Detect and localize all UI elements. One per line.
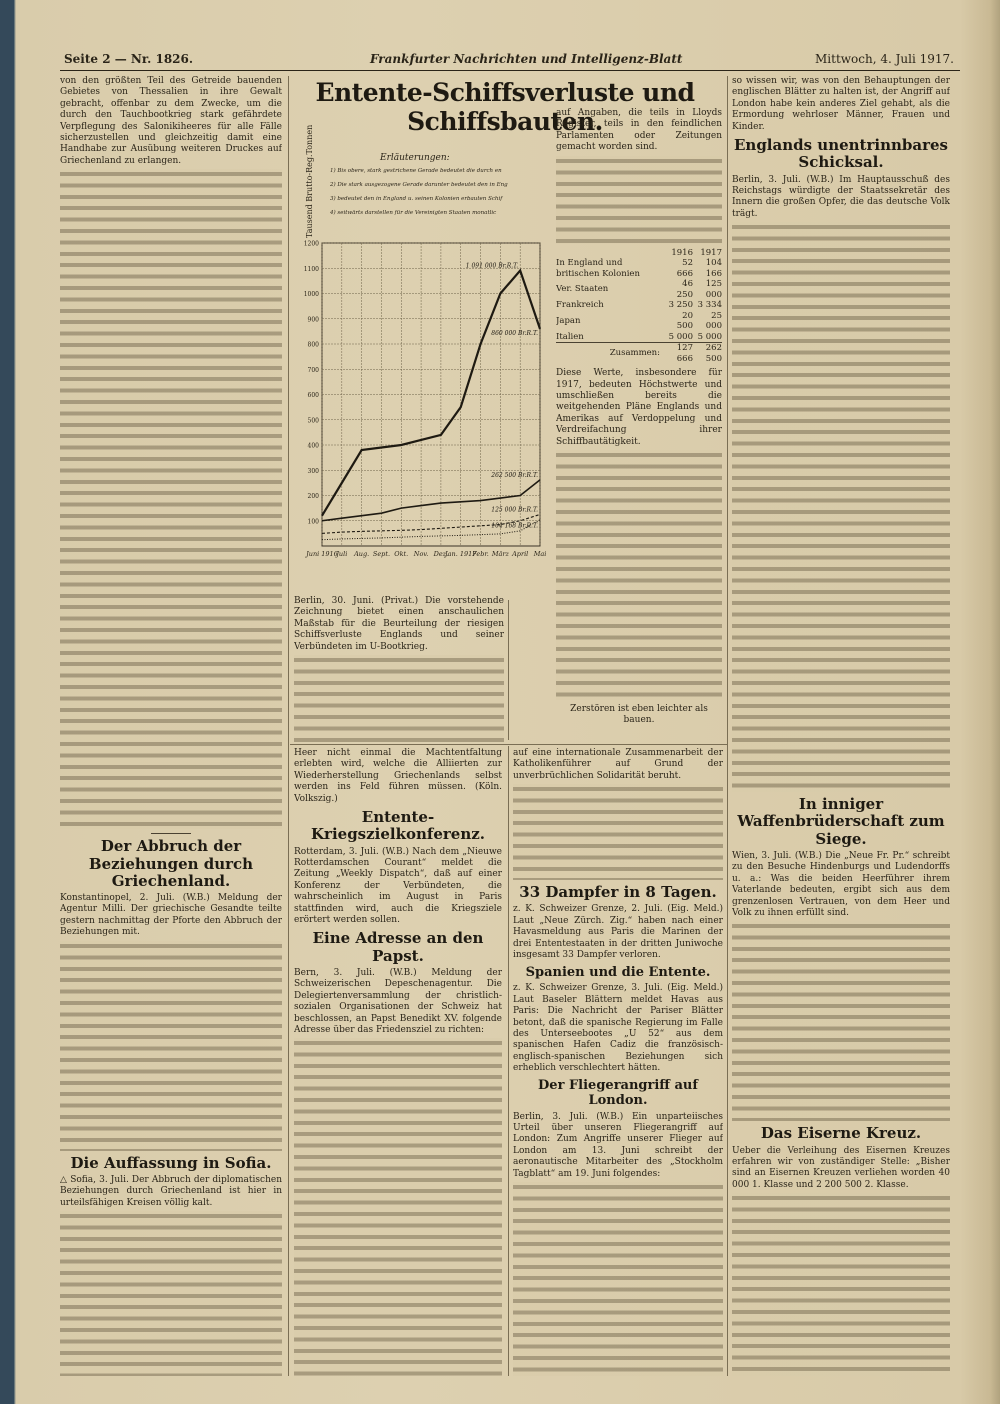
page-binding-edge [0,0,14,1404]
chart-title: Erläuterungen: [380,153,450,163]
column-rule [508,746,509,1376]
article-text: auf Angaben, die teils in Lloyds Register, teils in den feindlichen Parlamenten oder Zeitungen gemacht worden sind. [556,108,722,153]
legend-entry: 2) Die stark ausgezogene Gerade darunter bedeutet den in Eng2) Die stark ausgezogene Gerade darunter bedeutet den in England, Amerika, Frankreich, Italien u. Japan erbauten Schiffsraum monatlich. [330,182,508,188]
y-tick-label: 1200 [303,240,319,248]
article-text-lines [732,1193,950,1376]
headline-england: Englands unentrinnbares Schicksal. [733,136,948,172]
article-text-lines [556,450,722,700]
y-tick-label: 600 [307,392,319,399]
column-3-lower [513,748,723,1376]
table-row: Italien 5 000 5 000 [556,331,722,342]
column-3 [556,108,722,738]
article-text: △ Sofia, 3. Juli. Der Abbruch der diplomatischen Beziehungen durch Griechenland ist hier in urteilsfähigen Kreisen völlig kalt. [60,1174,282,1208]
x-tick-label: Okt. [394,550,409,558]
headline-sofia: Die Auffassung in Sofia. [70,1153,272,1172]
article-text-lines [556,156,722,244]
separator [151,833,191,834]
x-tick-label: Sept. [372,550,391,558]
article-text: z. K. Schweizer Grenze, 3. Juli. (Eig. Meld.) Laut Baseler Blättern meldet Havas aus Paris: Die Nachricht der Pariser Blätter betont, daß die spanische Regierung im Falle des Unterseebootes „U 52“ aus dem spanischen Hafen Cadiz die französisch-englisch-spanischen Beziehungen sich erheblich verschlechtert hätten. [513,983,723,1074]
y-tick-label: 900 [307,316,319,324]
table-row: In England und britischen Kolonien 52 666 104 166 [556,258,722,279]
y-tick-label: 800 [307,341,319,349]
headline-kriegsziel: Entente-Kriegszielkonferenz. [311,808,485,844]
table-total-row: Zusammen: 127 666 262 500 [556,343,722,365]
x-tick-label: Dez. [433,550,449,558]
table-row: Ver. Staaten 46 250 125 000 [556,279,722,300]
headline-waffenbrueder: In inniger Waffenbrüderschaft zum Siege. [737,795,945,848]
section-rule [290,744,727,745]
column-rule [727,76,728,1376]
article-text: auf eine internationale Zusammenarbeit der Katholikenführer auf Grund der unverbrüchlichen Solidarität beruht. [513,748,723,781]
article-text-lines [60,169,282,829]
article-text: Wien, 3. Juli. (W.B.) Die „Neue Fr. Pr.“ schreibt zu den Besuche Hindenburgs und Ludendorffs u. a.: Was die beiden Heerführer ihrem Vaterlande bedeuten, ergibt sich aus dem grenzenlosen Vertrauen, von dem Heer und Volk zu ihnen erfüllt sind. [732,850,950,918]
table-year: 1917 [700,247,722,258]
table-year: 1916 [671,247,693,258]
main-headline: Entente-Schiffsverluste und Schiffsbauten. [315,78,695,136]
y-tick-label: 1100 [303,265,319,273]
y-tick-label: 500 [307,417,319,425]
legend-entry: 3) bedeutet den in England u. seinen Kolonien erbauten Schif3) bedeutet den in England u. seinen Kolonien erbauten Schiffsraum monatlich. [330,196,503,202]
x-tick-label: Febr. [472,550,489,558]
article-text: Diese Werte, insbesondere für 1917, bedeuten Höchstwerte und umschließen bereits die weitgehenden Pläne Englands und Amerikas auf Verdoppelung und Verdreifachung ihrer Schiffbautätigkeit. [556,368,722,447]
article-text: Berlin, 3. Juli. (W.B.) Im Hauptausschuß des Reichstags würdigte der Staatssekretär des Innern die großen Opfer, die das deutsche Volk trägt. [732,174,950,219]
article-text-lines [60,941,282,1151]
x-tick-label: Juli [336,550,348,558]
closing-line: Zerstören ist eben leichter als bauen. [570,703,708,726]
article-text: Bern, 3. Juli. (W.B.) Meldung der Schweizerischen Depeschenagentur. Die Delegiertenversammlung der christlich-sozialen Organisationen der Schweiz hat beschlossen, an Papst Benedikt XV. folgende Adresse über das Friedensziel zu richten: [294,967,502,1035]
legend-entry: 1) Bis obere, stark gestrichene Gerade bedeutet die durch en1) Bis obere, stark gestrichene Gerade bedeutet die durch englische Maßnahmen der Mittelmächte verlorengegangene Tonnage. [330,168,502,174]
article-text: so wissen wir, was von den Behauptungen der englischen Blätter zu halten ist, der Angriff auf London habe kein anderes Ziel gehabt, als die Ermordung wehrloser Männer, Frauen und Kinder. [732,76,950,132]
article-text-lines [513,1182,723,1376]
chart-annotation: 262 500 Br.R.T. [491,471,538,479]
x-tick-label: Juni 1916 [306,550,338,558]
table-row: Frankreich 3 250 3 334 [556,300,722,311]
headline-dampfer: 33 Dampfer in 8 Tagen. [519,883,717,902]
legend-entry: 4) seitwärts darstellen für die Vereinigten Staaten monatlic4) seitwärts darstellen für die Vereinigten Staaten monatlich. [330,210,497,216]
article-text-lines [294,1038,502,1376]
y-tick-label: 400 [307,442,319,450]
x-tick-label: Aug. [354,550,370,558]
y-tick-label: 200 [307,493,319,500]
article-text-lines [513,784,723,880]
series-line [322,480,540,521]
series-line [322,271,540,516]
y-tick-label: 100 [307,518,319,526]
article-text: z. K. Schweizer Grenze, 2. Juli. (Eig. Meld.) Laut „Neue Zürch. Zig.“ haben nach einer Havasmeldung aus Paris die Marinen der drei Ententestaaten in der dritten Juniwoche insgesamt 33 Dampfer verloren. [513,904,723,961]
headline-spanien: Spanien und die Entente. [525,964,711,980]
column-rule [508,600,509,740]
article-text: Rotterdam, 3. Juli. (W.B.) Nach dem „Nieuwe Rotterdamschen Courant“ meldet die Zeitung „Weekly Dispatch“, daß auf einer Konferenz der Verbündeten, die wahrscheinlich im August in Paris stattfinden wird, auch die Kriegsziele erörtert werden sollen. [294,846,502,925]
headline-fliegerangriff: Der Fliegerangriff auf London. [538,1077,698,1108]
headline-eisernes-kreuz: Das Eiserne Kreuz. [760,1124,922,1143]
header-paper-name: Frankfurter Nachrichten und Intelligenz-Blatt [370,52,683,66]
chart-annotation: 860 000 Br.R.T. [491,329,538,337]
header-page-number: Seite 2 — Nr. 1826. [64,52,194,66]
column-4 [732,76,950,1376]
article-text-lines [732,222,950,792]
y-tick-label: 300 [307,467,319,475]
y-tick-label: 700 [307,366,319,374]
column-rule [288,76,289,1376]
article-text: Berlin, 30. Juni. (Privat.) Die vorstehende Zeichnung bietet einen anschaulichen Maßstab für die Beurteilung der riesigen Schiffsverluste Englands und seiner Verbündeten im U-Bootkrieg. [294,596,504,652]
table-row: Japan 20 500 25 000 [556,310,722,332]
x-tick-label: Jan. 1917 [445,550,477,558]
article-text-lines [294,655,504,742]
article-text-lines [60,1211,282,1376]
article-text: von den größten Teil des Getreide bauenden Gebietes von Thessalien in ihre Gewalt gebracht, offenbar zu dem Zwecke, um die durch den Tauchbootkrieg stark gefährdete Verpflegung des Salonikiheeres für alle Fälle sicherzustellen und gleichzeitig damit eine Handhabe zur Ausübung weiteren Druckes auf Griechenland zu erlangen. [60,76,282,166]
chart-annotation: 104 168 Br.R.T. [491,522,538,530]
chart-annotation: 1 091 000 Br.R.T. [465,262,519,270]
chart-annotation: 125 000 Br.R.T. [491,506,538,514]
headline-papst: Eine Adresse an den Papst. [312,929,484,965]
chart-ylabel: Tausend Brutto-Reg.Tonnen [305,124,314,238]
x-tick-label: April [512,550,529,558]
headline-abbruch: Der Abbruch der Beziehungen durch Griechenland. [88,837,254,890]
header-date: Mittwoch, 4. Juli 1917. [815,52,954,66]
x-tick-label: Mai [533,550,547,558]
x-tick-label: März [491,550,509,558]
running-header [60,50,960,71]
shipping-chart [290,108,550,594]
article-text: Ueber die Verleihung des Eisernen Kreuzes erfahren wir von zuständiger Stelle: „Bisher sind an Eisernen Kreuzen verliehen worden 40 000 1. Klasse und 2 200 500 2. Klasse. [732,1145,950,1190]
y-tick-label: 1000 [303,291,319,298]
chart-commentary-left [294,596,504,742]
article-text-lines [732,921,950,1121]
article-text: Heer nicht einmal die Machtentfaltung erlebten wird, welche die Alliierten zur Wiederherstellung Griechenlands selbst werden ins Feld führen müssen. (Köln. Volkszig.) [294,748,502,804]
column-1 [60,76,282,1376]
construction-table [556,248,722,365]
column-2-lower [294,748,502,1376]
x-tick-label: Nov. [413,550,429,558]
article-text: Konstantinopel, 2. Juli. (W.B.) Meldung der Agentur Milli. Der griechische Gesandte teilte gestern nachmittag der Pforte den Abbruch der Beziehungen mit. [60,893,282,938]
article-text: Berlin, 3. Juli. (W.B.) Ein unparteiisches Urteil über unseren Fliegerangriff auf London: Zum Angriffe unserer Flieger auf London am 13. Juni schreibt der aeronautische Mitarbeiter des „Stockholm Tagblatt“ am 19. Juni folgendes: [513,1111,723,1179]
